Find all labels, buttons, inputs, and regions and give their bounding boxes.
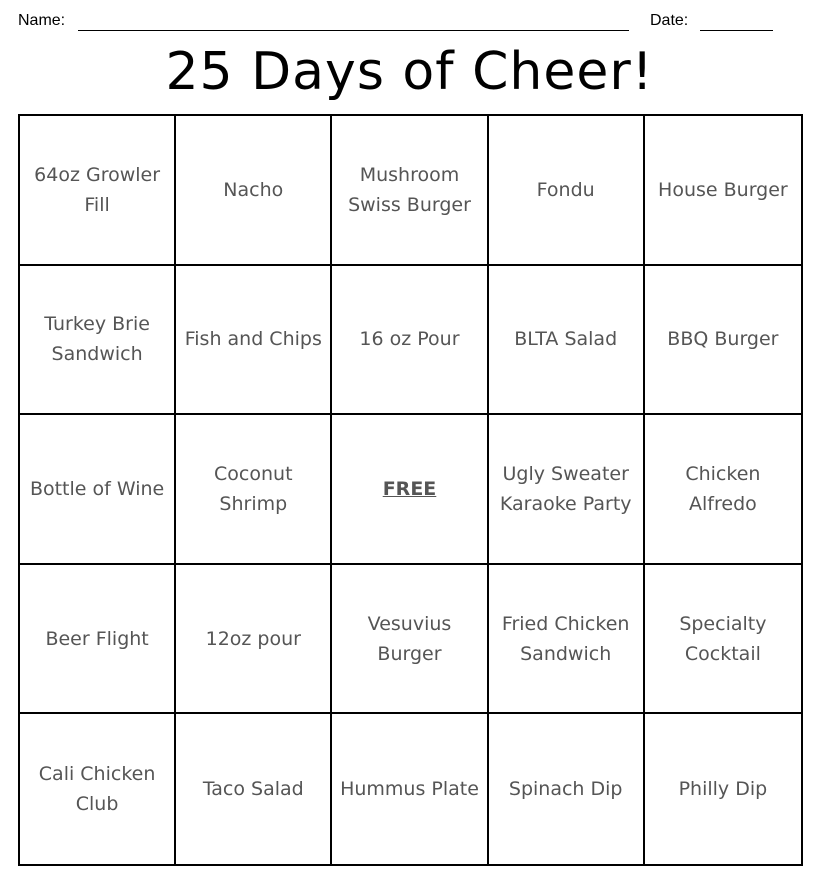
bingo-cell: Philly Dip [678,778,768,801]
bingo-cell: Vesuvius Burger [332,565,488,715]
free-space-cell: FREE [332,415,488,565]
name-label: Name: [18,12,66,29]
bingo-cell: Cali Chicken Club [20,714,176,864]
header-line [18,10,778,34]
bingo-grid [18,114,803,866]
bingo-cell: Ugly Sweater Karaoke Party [489,415,645,565]
bingo-cell: Mushroom Swiss Burger [332,116,488,266]
bingo-cell: Fried Chicken Sandwich [489,565,645,715]
bingo-cell: 16 oz Pour [332,266,488,416]
date-field[interactable] [700,30,773,31]
date-label: Date: [650,12,689,29]
bingo-cell: Fondu [489,116,645,266]
page-title: 25 Days of Cheer! [165,42,654,102]
bingo-cell: 64oz Growler Fill [20,116,176,266]
bingo-cell: Specialty Cocktail [645,565,801,715]
bingo-cell: Turkey Brie Sandwich [20,266,176,416]
bingo-cell: House Burger [645,116,801,266]
bingo-cell: Taco Salad [176,714,332,864]
bingo-cell: Bottle of Wine [20,415,176,565]
bingo-cell: Spinach Dip [489,714,645,864]
bingo-cell: Coconut Shrimp [176,415,332,565]
name-field[interactable] [78,30,629,31]
bingo-cell: Hummus Plate [332,714,488,864]
bingo-cell: Fish and Chips [176,266,332,416]
bingo-cell: Beer Flight [20,565,176,715]
bingo-cell: BLTA Salad [489,266,645,416]
bingo-cell: BBQ Burger [645,266,801,416]
bingo-cell: 12oz pour [176,565,332,715]
bingo-cell: Nacho [176,116,332,266]
bingo-cell: Chicken Alfredo [645,415,801,565]
